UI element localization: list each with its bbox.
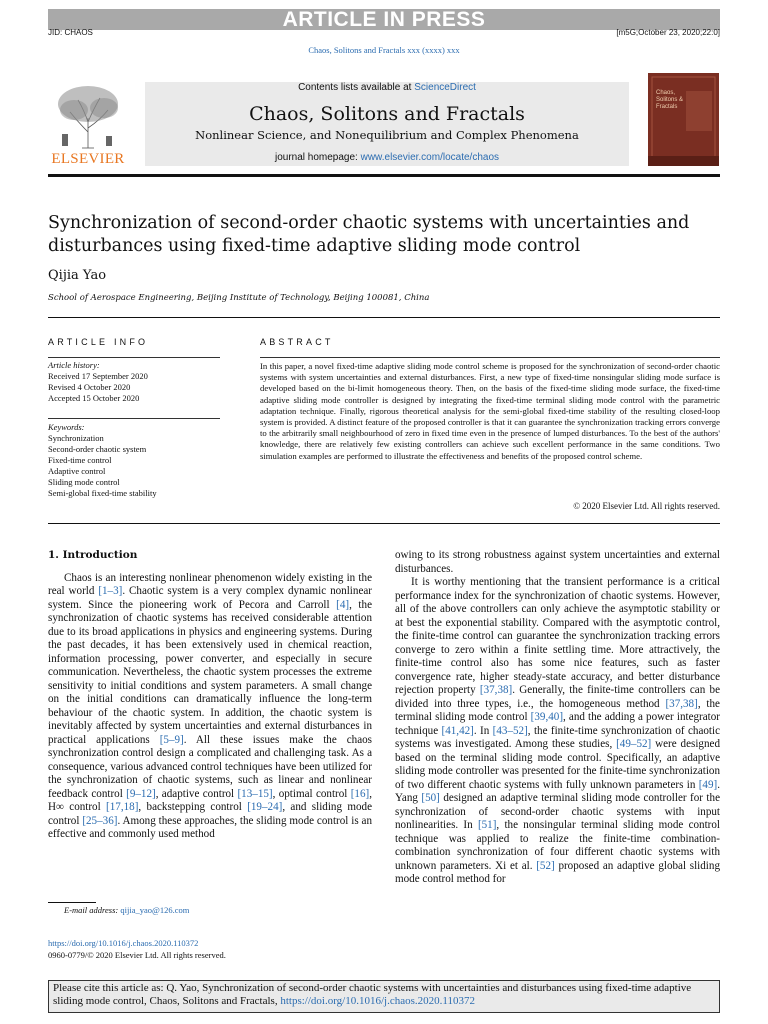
article-in-press-label: ARTICLE IN PRESS: [282, 8, 486, 31]
citation-link[interactable]: [17,18]: [106, 801, 139, 813]
keyword: Semi-global fixed-time stability: [48, 488, 157, 498]
keyword: Synchronization: [48, 433, 104, 443]
homepage-link[interactable]: www.elsevier.com/locate/chaos: [360, 152, 500, 163]
homepage-line: [145, 152, 629, 163]
abstract-bottom-rule: [48, 523, 720, 524]
received-date: Received 17 September 2020: [48, 371, 148, 381]
intro-paragraph-2: It is worthy mentioning that the transient performance is a critical performance index for the synchronization of chaotic systems. However, all of the above controllers can only achieve the asymptotic stability or at best the exponential stability. Compared with the asymptotic control, the finite-time control can guarantee the synchronization tracking errors converge to zero within a finite settling time. More attractively, the finite-time control also has some nice features, such as faster convergence rate, higher steady-state accuracy, and better disturbance rejection property [37,38]. Generally, the finite-time controllers can be divided into three types, i.e., the homogeneous method [37,38], the terminal sliding mode control [39,40], and the adding a power integrator technique [41,42]. In [43–52], the finite-time synchronization of chaotic systems was investigated. Among these studies, [49–52] were designed based on the terminal sliding mode control. Specifically, an adaptive sliding mode controller was presented for the finite-time synchronization of two different chaotic systems with fully unknown parameters in [49]. Yang [50] designed an adaptive terminal sliding mode controller for the synchronization of second-order chaotic systems with input nonlinearities. In [51], the nonsingular terminal sliding mode control technique was applied to realize the finite-time combination-combination synchronization of four different chaotic systems with unknown parameters. Xi et al. [52] proposed an adaptive global sliding mode control method for: [395, 576, 720, 885]
citation-link[interactable]: [49–52]: [616, 738, 652, 750]
citation-link[interactable]: [4]: [336, 598, 350, 611]
citation-body: Please cite this article as: Q. Yao, Synchronization of second-order chaotic systems with uncertainties and disturbances using fixed-time adaptive sliding mode control, Chaos, Solitons and Fractals,: [53, 982, 692, 1007]
citation-link[interactable]: [52]: [536, 859, 555, 872]
abstract-rule: [260, 357, 720, 358]
masthead-rule: [48, 174, 720, 177]
body-left-column: [48, 549, 372, 842]
citation-link[interactable]: [13–15]: [237, 787, 273, 800]
intro-paragraph-continuation: owing to its strong robustness against system uncertainties and external disturbances.: [395, 549, 720, 575]
doi-block: [48, 938, 226, 961]
footnote: [64, 905, 189, 915]
citation-link[interactable]: [49]: [698, 778, 718, 791]
copyright-line: © 2020 Elsevier Ltd. All rights reserved.: [573, 501, 720, 511]
body-right-column: [395, 549, 720, 887]
citation-link[interactable]: [19–24]: [247, 801, 283, 813]
contents-line: [145, 82, 629, 93]
issn-line: 0960-0779/© 2020 Elsevier Ltd. All rights reserved.: [48, 949, 226, 960]
keyword: Fixed-time control: [48, 455, 112, 465]
article-in-press-banner: [48, 9, 720, 30]
build-stamp: [m5G;October 23, 2020;22:0]: [616, 28, 720, 37]
keyword: Sliding mode control: [48, 477, 120, 487]
citation-link[interactable]: [51]: [477, 819, 497, 831]
keywords-block: [48, 422, 220, 499]
citation-link[interactable]: [5–9]: [159, 733, 184, 746]
citation-link[interactable]: [43–52]: [492, 724, 528, 737]
email-label: E-mail address:: [64, 905, 121, 915]
journal-reference-link[interactable]: Chaos, Solitons and Fractals xxx (xxxx) xxx: [308, 45, 460, 55]
contents-prefix: Contents lists available at: [298, 82, 415, 93]
keyword: Second-order chaotic system: [48, 444, 147, 454]
citation-link[interactable]: [1–3]: [98, 585, 123, 597]
citation-link[interactable]: [50]: [421, 792, 440, 804]
intro-paragraph-1: Chaos is an interesting nonlinear phenomenon widely existing in the real world [1–3]. Chaotic system is a very complex dynamic nonlinear system. Since the pioneering work of Pecora and Carroll [4], the synchronization of chaotic systems has received considerable attention due to its broad applications in physics and engineering systems. During the past decades, it has been extensively used in chemical reaction, information processing, power converter, and especially in secure communication. Nevertheless, the chaotic system processes the extreme sensitivity to initial conditions and system parameters. A small change on the initial conditions can dramatically influence the long-term behaviour of the chaotic system. In addition, the chaotic system is inevitably affected by system uncertainties and external disturbances in practical applications [5–9]. All these issues make the chaos synchronization control design a complicated and challenging task. As a consequence, various advanced control techniques have been utilized for the synchronization of chaotic systems, such as linear and nonlinear feedback control [9–12], adaptive control [13–15], optimal control [16], H∞ control [17,18], backstepping control [19–24], and sliding mode control [25–36]. Among these approaches, the sliding mode control is an effective and commonly used method: [48, 571, 372, 840]
sciencedirect-link[interactable]: ScienceDirect: [414, 82, 476, 93]
article-history: [48, 360, 220, 404]
paper-title: Synchronization of second-order chaotic systems with uncertainties and disturbances using fixed-time adaptive sliding mode control: [48, 213, 690, 256]
journal-subtitle: Nonlinear Science, and Nonequilibrium and Complex Phenomena: [195, 128, 579, 142]
doi-link[interactable]: https://doi.org/10.1016/j.chaos.2020.110372: [48, 938, 199, 948]
keywords-rule: [48, 418, 220, 419]
journal-id: JID: CHAOS: [48, 28, 93, 37]
citation-text: [53, 982, 715, 1008]
keywords-label: Keywords:: [48, 422, 85, 432]
journal-cover-image: [648, 73, 719, 166]
revised-date: Revised 4 October 2020: [48, 382, 131, 392]
citation-link[interactable]: [9–12]: [126, 787, 156, 800]
affiliation: School of Aerospace Engineering, Beijing Institute of Technology, Beijing 100081, China: [48, 293, 430, 303]
section-heading-introduction: 1. Introduction: [48, 549, 138, 561]
history-label: Article history:: [48, 360, 100, 370]
article-info-heading: ARTICLE INFO: [48, 337, 149, 347]
homepage-prefix: journal homepage:: [274, 152, 361, 163]
citation-link[interactable]: [25–36]: [82, 814, 118, 827]
citation-link[interactable]: [37,38]: [479, 684, 513, 696]
keyword: Adaptive control: [48, 466, 106, 476]
elsevier-wordmark: ELSEVIER: [51, 151, 125, 167]
abstract-heading: ABSTRACT: [260, 337, 334, 347]
email-link[interactable]: qijia_yao@126.com: [120, 905, 190, 915]
citation-link[interactable]: [41,42]: [441, 724, 474, 737]
author-name[interactable]: Qijia Yao: [48, 268, 107, 283]
accepted-date: Accepted 15 October 2020: [48, 393, 140, 403]
article-info-rule: [48, 357, 220, 358]
citation-link[interactable]: [37,38]: [665, 697, 698, 710]
citation-doi-link[interactable]: https://doi.org/10.1016/j.chaos.2020.110372: [280, 995, 475, 1007]
footnote-rule: [48, 902, 96, 903]
abstract-text: In this paper, a novel fixed-time adaptive sliding mode control scheme is proposed for the synchronization of second-order chaotic systems with system uncertainties and external disturbances. First, a new type of fixed-time nonsingular sliding mode surface is developed based on the bi-limit homogeneous theory. Then, on the basis of the fixed-time sliding mode surface, the fixed-time adaptive sliding mode controller is designed by integrating the fixed-time terminal sliding mode control with the parametric adaptation technique. Finally, rigorous theoretical analysis for the semi-global fixed-time stability of the resulting closed-loop system is provided. A distinct feature of the proposed controller is that it can guarantee the synchronization tracking errors converge to the arbitrarily small neighbourhood of zero in fixed time even in the presence of lumped disturbances. To the best of the authors' knowledge, there are relatively few existing controllers can achieve such excellent performance in the same conditions. Two simulation examples are performed to illustrate the effectiveness and benefits of the proposed control scheme.: [260, 361, 720, 461]
citation-link[interactable]: [39,40]: [530, 711, 564, 723]
cover-title: Chaos, Solitons & Fractals: [656, 90, 684, 110]
citation-link[interactable]: [16]: [350, 787, 370, 800]
journal-title: Chaos, Solitons and Fractals: [249, 103, 525, 125]
title-rule: [48, 317, 720, 318]
